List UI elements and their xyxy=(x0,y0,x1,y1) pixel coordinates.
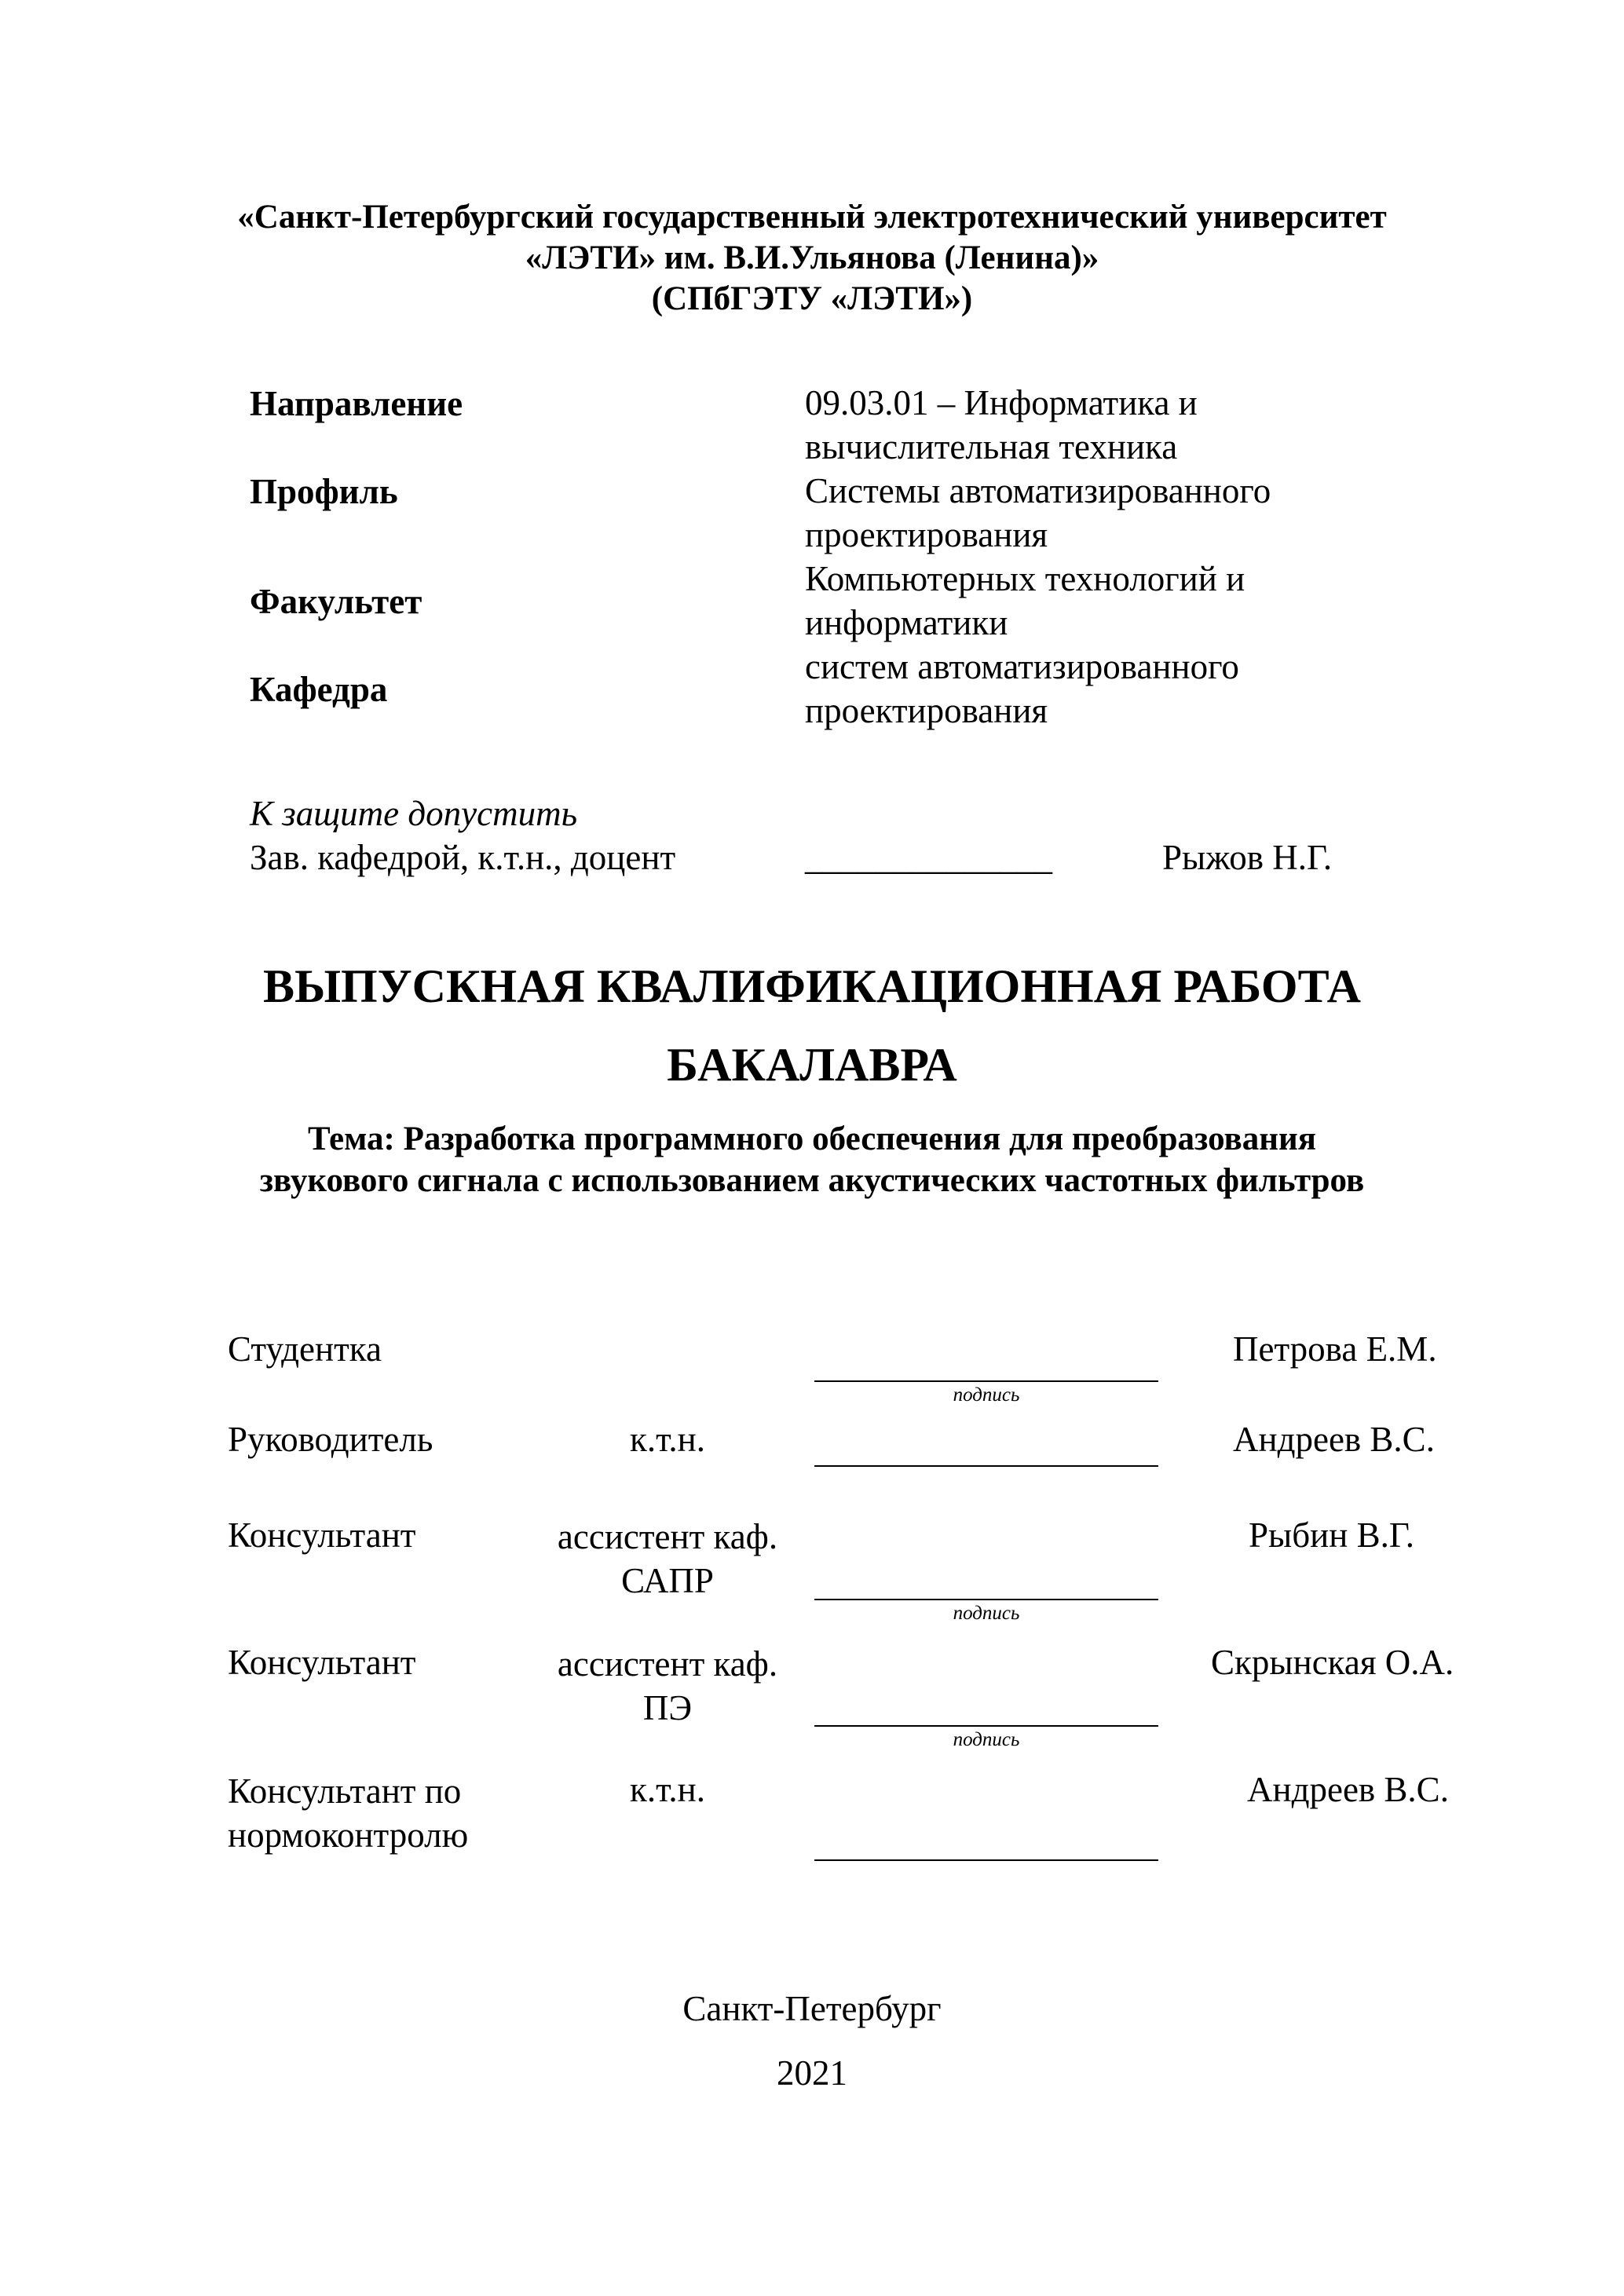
sig-role-consultant: Консультант xyxy=(228,1515,416,1555)
sig-name-student: Петрова Е.М. xyxy=(1233,1329,1437,1369)
approval-role: Зав. кафедрой, к.т.н., доцент xyxy=(250,838,676,877)
approval-signature-blank: ______________ xyxy=(805,838,1052,877)
footer-year: 2021 xyxy=(777,2053,847,2093)
sig-role-normcontrol: Консультант по нормоконтролю xyxy=(228,1771,469,1855)
info-label-faculty: Факультет xyxy=(250,582,422,621)
sig-name-consultant: Рыбин В.Г. xyxy=(1249,1515,1415,1555)
info-value-profile: Системы автоматизированного проектирования xyxy=(805,471,1271,554)
sig-role-student: Студентка xyxy=(228,1329,382,1369)
signature-line xyxy=(814,1380,1158,1382)
approval-name: Рыжов Н.Г. xyxy=(1162,838,1333,877)
theme-line2: звукового сигнала с использованием акустических частотных фильтров xyxy=(259,1162,1365,1199)
university-abbrev: (СПбГЭТУ «ЛЭТИ») xyxy=(651,280,973,317)
document-title-line2: БАКАЛАВРА xyxy=(667,1039,957,1091)
document-title-line1: ВЫПУСКНАЯ КВАЛИФИКАЦИОННАЯ РАБОТА xyxy=(263,960,1361,1012)
sig-degree-supervisor: к.т.н. xyxy=(630,1420,705,1459)
sig-role-supervisor: Руководитель xyxy=(228,1420,433,1459)
approval-caption: К защите допустить xyxy=(250,794,578,833)
sig-degree-normcontrol: к.т.н. xyxy=(630,1770,705,1809)
info-value-faculty: Компьютерных технологий и информатики xyxy=(805,559,1245,642)
university-name-line1: «Санкт-Петербургский государственный электротехнический университет xyxy=(237,199,1387,236)
info-value-department: систем автоматизированного проектирования xyxy=(805,647,1239,730)
footer-city: Санкт-Петербург xyxy=(682,1989,942,2028)
sig-degree-consultant: ассистент каф. САПР xyxy=(557,1517,778,1600)
info-label-direction: Направление xyxy=(250,384,463,423)
signature-line xyxy=(814,1859,1158,1861)
university-name-line2: «ЛЭТИ» им. В.И.Ульянова (Ленина)» xyxy=(525,239,1099,276)
signature-line xyxy=(814,1599,1158,1600)
signature-caption: подпись xyxy=(953,1729,1020,1750)
signature-caption: подпись xyxy=(953,1384,1020,1406)
info-label-department: Кафедра xyxy=(250,670,388,709)
sig-degree-consultant: ассистент каф. ПЭ xyxy=(557,1644,778,1727)
info-value-direction: 09.03.01 – Информатика и вычислительная техника xyxy=(805,383,1198,466)
signature-line xyxy=(814,1465,1158,1467)
sig-name-supervisor: Андреев В.С. xyxy=(1233,1420,1435,1459)
sig-name-normcontrol: Андреев В.С. xyxy=(1247,1770,1449,1809)
sig-name-consultant: Скрынская О.А. xyxy=(1211,1643,1454,1682)
signature-caption: подпись xyxy=(953,1603,1020,1624)
theme-line1: Тема: Разработка программного обеспечения для преобразования xyxy=(307,1121,1317,1157)
info-label-profile: Профиль xyxy=(250,472,398,511)
signature-line xyxy=(814,1725,1158,1727)
sig-role-consultant: Консультант xyxy=(228,1643,416,1682)
